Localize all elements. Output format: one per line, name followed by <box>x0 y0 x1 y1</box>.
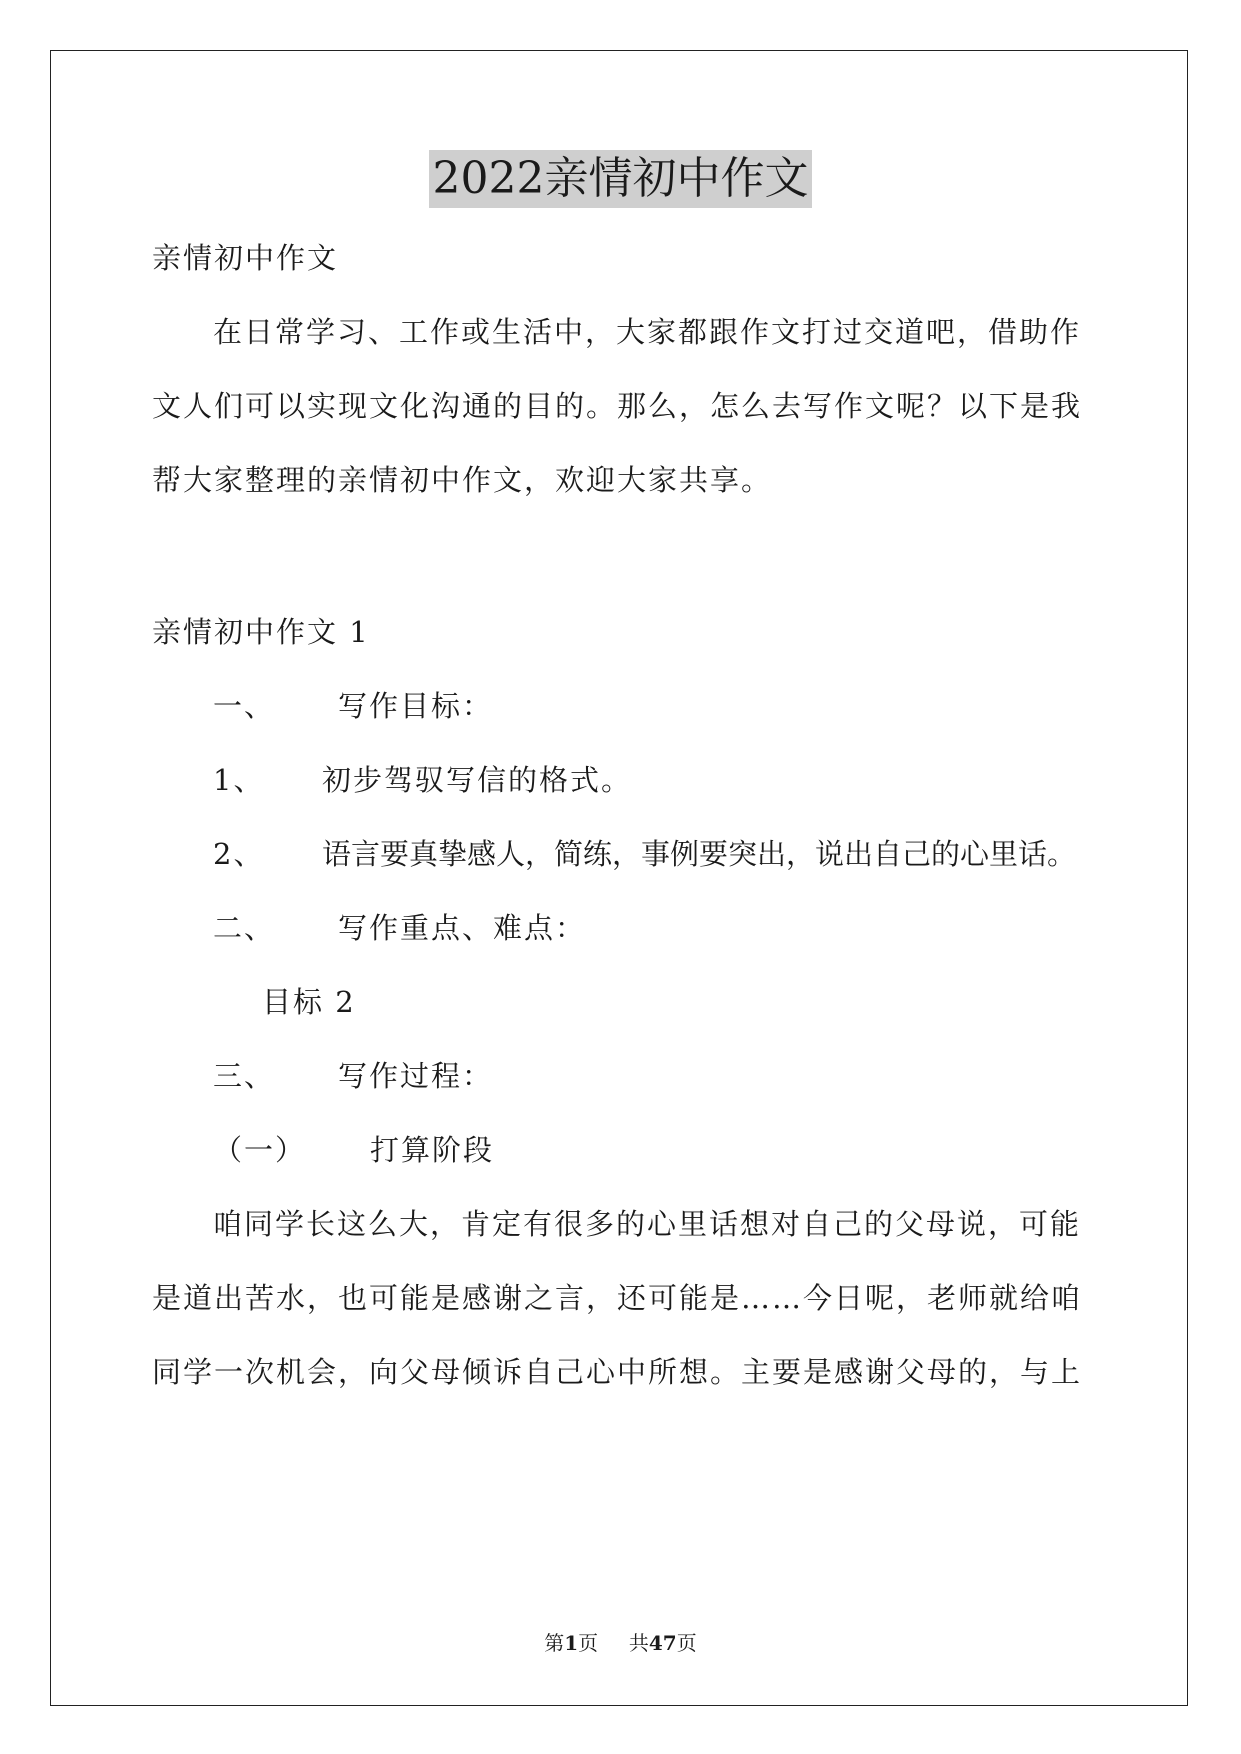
goal-line: 目标 2 <box>262 985 356 1019</box>
footer-total-suffix: 页 <box>676 1631 697 1655</box>
outline-item-2-text: 写作重点、难点： <box>338 911 587 945</box>
footer-page-number: 1 <box>564 1631 579 1655</box>
stage-text: 打算阶段 <box>370 1133 495 1167</box>
section-heading: 亲情初中作文 1 <box>152 615 370 649</box>
outline-sub-2-number: 2、 <box>213 837 265 871</box>
document-title-container <box>0 150 1241 208</box>
footer-total-prefix: 共 <box>628 1631 649 1655</box>
outline-sub-1-text: 初步驾驭写信的格式。 <box>322 763 633 797</box>
intro-line-3: 帮大家整理的亲情初中作文，欢迎大家共享。 <box>152 463 773 497</box>
body-line-3: 同学一次机会，向父母倾诉自己心中所想。主要是感谢父母的，与上 <box>152 1355 1083 1389</box>
intro-line-2: 文人们可以实现文化沟通的目的。那么，怎么去写作文呢？以下是我 <box>152 389 1083 423</box>
document-title: 2022亲情初中作文 <box>429 150 813 208</box>
outline-sub-2-text: 语言要真挚感人，简练，事例要突出，说出自己的心里话。 <box>322 837 1077 871</box>
body-line-2: 是道出苦水，也可能是感谢之言，还可能是……今日呢，老师就给咱 <box>152 1281 1083 1315</box>
page-footer <box>0 1630 1241 1656</box>
outline-item-2-number: 二、 <box>213 911 276 945</box>
body-line-1: 咱同学长这么大，肯定有很多的心里话想对自己的父母说，可能 <box>213 1207 1082 1241</box>
outline-item-1-number: 一、 <box>213 689 276 723</box>
intro-line-1: 在日常学习、工作或生活中，大家都跟作文打过交道吧，借助作 <box>213 315 1082 349</box>
footer-page-suffix: 页 <box>578 1631 599 1655</box>
stage-number: （一） <box>213 1133 307 1167</box>
footer-prefix: 第 <box>544 1631 565 1655</box>
outline-item-1-text: 写作目标： <box>338 689 494 723</box>
document-subtitle: 亲情初中作文 <box>152 241 339 275</box>
outline-sub-1-number: 1、 <box>213 763 265 797</box>
footer-total-pages: 47 <box>648 1631 677 1655</box>
outline-item-3-number: 三、 <box>213 1059 276 1093</box>
page-border <box>50 50 1188 1706</box>
outline-item-3-text: 写作过程： <box>338 1059 494 1093</box>
